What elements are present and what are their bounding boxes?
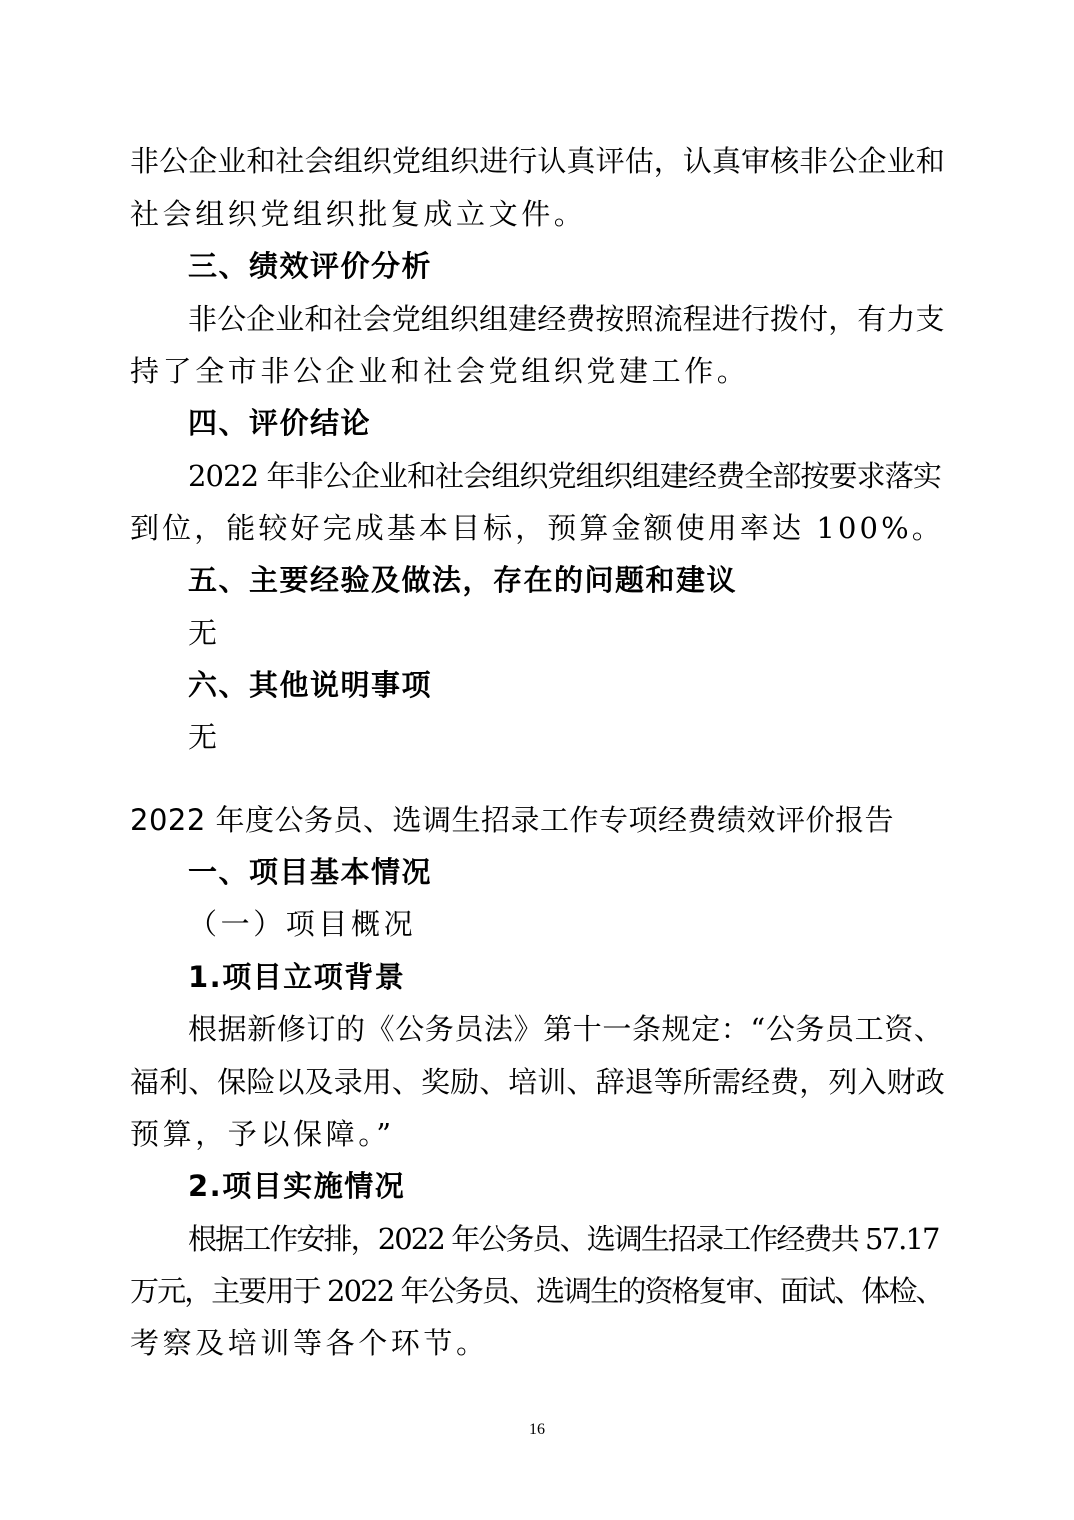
- body-text-line: 根据工作安排，2022 年公务员、选调生招录工作经费共 57.17: [188, 1222, 939, 1256]
- body-text-line: 非公企业和社会组织党组织进行认真评估，认真审核非公企业和: [130, 144, 945, 178]
- page-number: 16: [529, 1421, 545, 1438]
- subsection-heading: （一）项目概况: [188, 907, 417, 941]
- body-text-line: 无: [188, 720, 221, 754]
- body-text-line: 预算，予以保障。”: [130, 1117, 395, 1151]
- body-text-line: 福利、保险以及录用、奖励、培训、辞退等所需经费，列入财政: [130, 1065, 945, 1099]
- section-heading-6: 六、其他说明事项: [188, 668, 433, 702]
- item-heading-2: 2.项目实施情况: [188, 1169, 406, 1203]
- body-text-line: 2022 年非公企业和社会组织党组织组建经费全部按要求落实: [188, 459, 941, 493]
- report-title: 2022 年度公务员、选调生招录工作专项经费绩效评价报告: [130, 803, 895, 837]
- body-text-line: 非公企业和社会党组织组建经费按照流程进行拨付，有力支: [188, 302, 945, 336]
- body-text-line: 无: [188, 616, 221, 650]
- body-text-line: 考察及培训等各个环节。: [130, 1326, 489, 1360]
- body-text-line: 社会组织党组织批复成立文件。: [130, 197, 587, 231]
- section-heading-3: 三、绩效评价分析: [188, 249, 433, 283]
- section-heading-5: 五、主要经验及做法，存在的问题和建议: [188, 563, 738, 597]
- body-text-line: 万元，主要用于 2022 年公务员、选调生的资格复审、面试、体检、: [130, 1274, 943, 1308]
- body-text-line: 到位，能较好完成基本目标，预算金额使用率达 100%。: [130, 511, 944, 545]
- body-text-line: 持了全市非公企业和社会党组织党建工作。: [130, 354, 750, 388]
- section-heading-4: 四、评价结论: [188, 406, 372, 440]
- section-heading-1: 一、项目基本情况: [188, 855, 433, 889]
- item-heading-1: 1.项目立项背景: [188, 960, 406, 994]
- body-text-line: 根据新修订的《公务员法》第十一条规定：“公务员工资、: [188, 1012, 944, 1046]
